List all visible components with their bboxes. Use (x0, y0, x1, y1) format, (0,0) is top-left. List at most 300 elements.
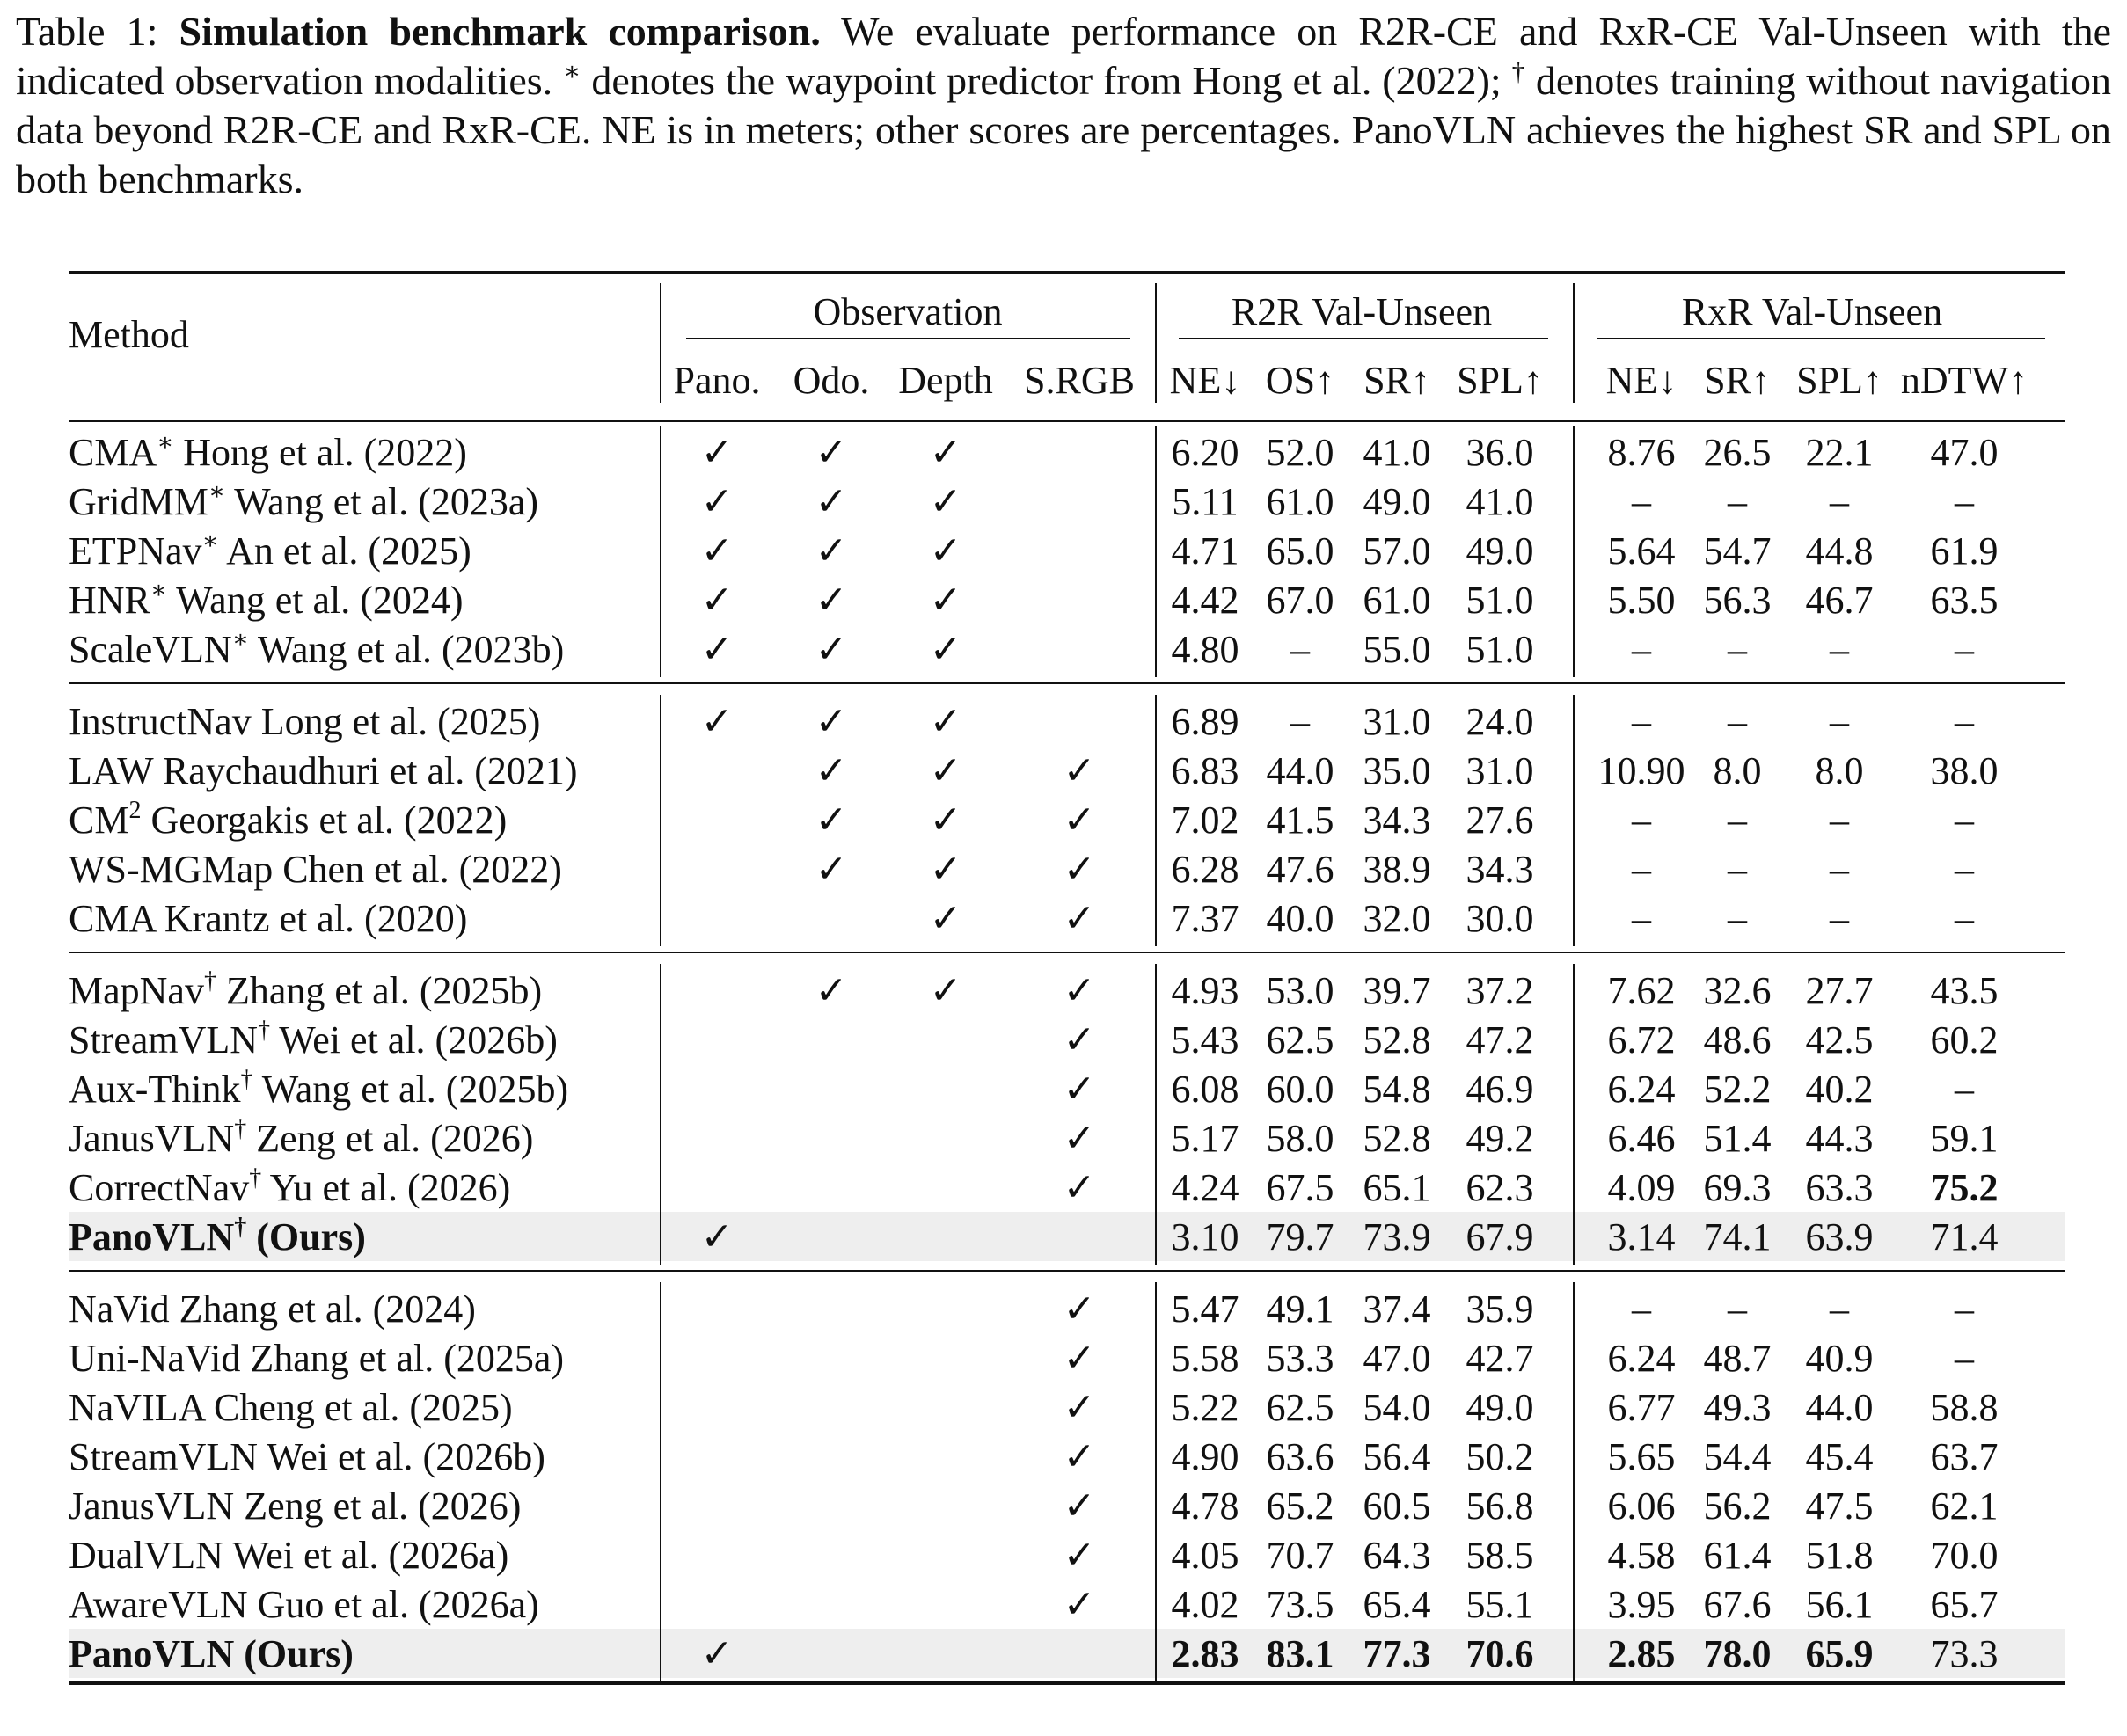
r2r-cell: 65.0 (1266, 529, 1334, 573)
cmidrule-observation (686, 338, 1130, 339)
check-icon: ✓ (929, 799, 962, 842)
r2r-cell: 41.0 (1466, 480, 1534, 523)
rxr-cell: 67.6 (1703, 1583, 1772, 1626)
method-cell (69, 626, 564, 674)
rxr-cell: 6.72 (1607, 1018, 1676, 1061)
column-divider (1155, 1282, 1157, 1681)
r2r-cell: 52.8 (1363, 1117, 1431, 1160)
rxr-cell: – (1728, 799, 1747, 842)
method-citation: (Ours) (244, 1632, 354, 1675)
r2r-cell: 42.7 (1466, 1337, 1534, 1380)
method-citation: Long et al. (2025) (260, 700, 541, 743)
method-mark: 2 (128, 797, 142, 824)
check-icon: ✓ (929, 700, 962, 743)
r2r-cell: 53.3 (1266, 1337, 1334, 1380)
r2r-cell: 2.83 (1171, 1632, 1239, 1675)
r2r-cell: 53.0 (1266, 969, 1334, 1012)
method-citation: Cheng et al. (2025) (213, 1386, 513, 1429)
rxr-cell: 6.24 (1607, 1337, 1676, 1380)
method-cell (69, 1384, 513, 1432)
check-icon: ✓ (700, 431, 734, 474)
method-cell (69, 797, 507, 844)
column-header: Pano. (673, 359, 761, 402)
caption-title: Simulation benchmark comparison. (179, 9, 821, 54)
method-name: ScaleVLN (69, 628, 232, 671)
rxr-cell: – (1728, 628, 1747, 671)
header-r2r: R2R Val-Unseen (1231, 290, 1493, 333)
r2r-cell: 62.3 (1466, 1166, 1534, 1209)
r2r-cell: 7.02 (1171, 799, 1239, 842)
method-cell (69, 1066, 568, 1113)
method-mark: † (249, 1164, 262, 1192)
rxr-cell: 49.3 (1703, 1386, 1772, 1429)
r2r-cell: 39.7 (1363, 969, 1431, 1012)
column-header: SPL↑ (1457, 359, 1543, 402)
rxr-cell: 10.90 (1597, 749, 1685, 792)
check-icon: ✓ (1063, 1166, 1096, 1209)
rxr-cell: – (1728, 897, 1747, 940)
r2r-cell: 73.9 (1363, 1215, 1431, 1258)
column-divider (1155, 964, 1157, 1265)
rxr-cell: 54.7 (1703, 529, 1772, 573)
rxr-cell: – (1955, 799, 1974, 842)
method-cell (69, 698, 540, 746)
rxr-cell: – (1955, 848, 1974, 891)
r2r-cell: 47.0 (1363, 1337, 1431, 1380)
r2r-cell: 65.4 (1363, 1583, 1431, 1626)
header-method: Method (69, 313, 189, 356)
r2r-cell: 6.28 (1171, 848, 1239, 891)
rxr-cell: 63.7 (1930, 1435, 1999, 1478)
column-divider (1573, 964, 1575, 1265)
method-cell (69, 528, 471, 575)
method-citation: Georgakis et al. (2022) (150, 799, 508, 842)
check-icon: ✓ (1063, 1484, 1096, 1528)
rxr-cell: 63.5 (1930, 579, 1999, 622)
r2r-cell: 51.0 (1466, 628, 1534, 671)
cmidrule-r2r (1179, 338, 1548, 339)
caption-star: ∗ (563, 57, 581, 86)
column-divider (1573, 1282, 1575, 1681)
method-mark: ∗ (157, 429, 174, 456)
check-icon: ✓ (815, 749, 848, 792)
method-name: ETPNav (69, 529, 202, 573)
r2r-cell: 35.0 (1363, 749, 1431, 792)
rxr-cell: 45.4 (1805, 1435, 1874, 1478)
method-citation: Zhang et al. (2025b) (225, 969, 543, 1012)
rxr-cell: 5.64 (1607, 529, 1676, 573)
r2r-cell: 6.83 (1171, 749, 1239, 792)
r2r-cell: 55.0 (1363, 628, 1431, 671)
rxr-cell: 62.1 (1930, 1484, 1999, 1528)
rxr-cell: – (1632, 480, 1651, 523)
rxr-cell: 40.9 (1805, 1337, 1874, 1380)
check-icon: ✓ (700, 529, 734, 573)
method-citation: Wei et al. (2026b) (279, 1018, 558, 1061)
check-icon: ✓ (929, 749, 962, 792)
rxr-cell: 48.7 (1703, 1337, 1772, 1380)
method-cell (69, 478, 538, 526)
r2r-cell: 27.6 (1466, 799, 1534, 842)
method-name: Aux-Think (69, 1068, 241, 1111)
r2r-cell: 34.3 (1363, 799, 1431, 842)
rxr-cell: 54.4 (1703, 1435, 1772, 1478)
r2r-cell: 58.5 (1466, 1534, 1534, 1577)
r2r-cell: 34.3 (1466, 848, 1534, 891)
column-divider (1155, 695, 1157, 946)
method-citation: Zeng et al. (2026) (244, 1484, 522, 1528)
method-citation: Guo et al. (2026a) (257, 1583, 539, 1626)
method-mark: † (203, 967, 216, 995)
caption-text-1: We evaluate performance on R2R-CE and RxR-CE Val-Unseen with the indicated observation modalities. (16, 9, 2112, 103)
r2r-cell: 35.9 (1466, 1287, 1534, 1331)
r2r-cell: 70.6 (1466, 1632, 1534, 1675)
r2r-cell: – (1290, 628, 1310, 671)
method-citation: Yu et al. (2026) (269, 1166, 511, 1209)
rxr-cell: 3.95 (1607, 1583, 1676, 1626)
check-icon: ✓ (1063, 1337, 1096, 1380)
r2r-cell: 49.0 (1466, 529, 1534, 573)
header-rxr: RxR Val-Unseen (1681, 290, 1943, 333)
rxr-cell: 46.7 (1805, 579, 1874, 622)
rxr-cell: – (1955, 628, 1974, 671)
check-icon: ✓ (815, 579, 848, 622)
rxr-cell: 56.1 (1805, 1583, 1874, 1626)
rxr-cell: 40.2 (1805, 1068, 1874, 1111)
rxr-cell: – (1955, 480, 1974, 523)
check-icon: ✓ (700, 700, 734, 743)
r2r-cell: 24.0 (1466, 700, 1534, 743)
method-mark: † (240, 1066, 253, 1093)
method-cell (69, 1532, 508, 1579)
check-icon: ✓ (700, 480, 734, 523)
r2r-cell: 41.0 (1363, 431, 1431, 474)
method-name: DualVLN (69, 1534, 223, 1577)
method-cell (69, 1335, 564, 1382)
method-name: CM (69, 799, 129, 842)
r2r-cell: 6.20 (1171, 431, 1239, 474)
method-mark: ∗ (150, 577, 167, 604)
method-mark: ∗ (231, 626, 249, 653)
check-icon: ✓ (815, 969, 848, 1012)
check-icon: ✓ (929, 579, 962, 622)
column-divider (1155, 283, 1157, 403)
r2r-cell: 70.7 (1266, 1534, 1334, 1577)
rxr-cell: 65.9 (1805, 1632, 1874, 1675)
caption-text-3: denotes training without navigation data beyond R2R-CE and RxR-CE. NE is in meters; other scores are percentages. PanoVLN achieves the highest SR and SPL on both benchmarks. (16, 58, 2112, 201)
method-mark: † (234, 1214, 247, 1241)
column-header: nDTW↑ (1900, 359, 2028, 402)
rxr-cell: 73.3 (1930, 1632, 1999, 1675)
r2r-cell: 4.93 (1171, 969, 1239, 1012)
method-name: JanusVLN (69, 1484, 235, 1528)
group-rule (69, 682, 2065, 684)
rxr-cell: 44.8 (1805, 529, 1874, 573)
r2r-cell: 5.43 (1171, 1018, 1239, 1061)
check-icon: ✓ (1063, 749, 1096, 792)
method-cell (69, 429, 467, 477)
rxr-cell: 6.46 (1607, 1117, 1676, 1160)
r2r-cell: 73.5 (1266, 1583, 1334, 1626)
r2r-cell: 83.1 (1266, 1632, 1334, 1675)
r2r-cell: 57.0 (1363, 529, 1431, 573)
check-icon: ✓ (1063, 848, 1096, 891)
method-mark: ∗ (201, 528, 219, 555)
method-name: HNR (69, 579, 150, 622)
r2r-cell: 4.80 (1171, 628, 1239, 671)
rxr-cell: 5.65 (1607, 1435, 1676, 1478)
check-icon: ✓ (929, 848, 962, 891)
check-icon: ✓ (929, 480, 962, 523)
bottom-rule (69, 1681, 2065, 1685)
r2r-cell: 47.6 (1266, 848, 1334, 891)
check-icon: ✓ (929, 628, 962, 671)
r2r-cell: 63.6 (1266, 1435, 1334, 1478)
column-divider (660, 283, 661, 403)
rxr-cell: 56.2 (1703, 1484, 1772, 1528)
column-header: NE↓ (1605, 359, 1677, 402)
rxr-cell: 75.2 (1930, 1166, 1999, 1209)
group-rule (69, 1270, 2065, 1272)
column-divider (660, 964, 661, 1265)
check-icon: ✓ (1063, 1534, 1096, 1577)
method-cell (69, 846, 562, 894)
rxr-cell: – (1632, 700, 1651, 743)
method-name: MapNav (69, 969, 204, 1012)
r2r-cell: 52.8 (1363, 1018, 1431, 1061)
method-mark: † (258, 1017, 271, 1044)
method-name: LAW (69, 749, 153, 792)
check-icon: ✓ (929, 529, 962, 573)
r2r-cell: 4.71 (1171, 529, 1239, 573)
method-cell (69, 1017, 558, 1064)
r2r-cell: 62.5 (1266, 1386, 1334, 1429)
r2r-cell: 60.5 (1363, 1484, 1431, 1528)
r2r-cell: 60.0 (1266, 1068, 1334, 1111)
r2r-cell: 79.7 (1266, 1215, 1334, 1258)
check-icon: ✓ (815, 480, 848, 523)
method-cell (69, 1483, 521, 1530)
r2r-cell: 40.0 (1266, 897, 1334, 940)
method-name: InstructNav (69, 700, 252, 743)
method-name: CMA (69, 897, 155, 940)
check-icon: ✓ (700, 1215, 734, 1258)
rxr-cell: – (1830, 1287, 1849, 1331)
rxr-cell: 58.8 (1930, 1386, 1999, 1429)
column-divider (1573, 283, 1575, 403)
column-divider (1573, 426, 1575, 677)
column-header: S.RGB (1024, 359, 1135, 402)
rxr-cell: 61.4 (1703, 1534, 1772, 1577)
r2r-cell: 58.0 (1266, 1117, 1334, 1160)
r2r-cell: 65.2 (1266, 1484, 1334, 1528)
check-icon: ✓ (1063, 1583, 1096, 1626)
method-citation: Chen et al. (2022) (282, 848, 562, 891)
method-cell (69, 1286, 476, 1333)
column-header: Depth (898, 359, 993, 402)
rxr-cell: – (1632, 628, 1651, 671)
check-icon: ✓ (1063, 1386, 1096, 1429)
rxr-cell: 51.8 (1805, 1534, 1874, 1577)
check-icon: ✓ (815, 848, 848, 891)
method-name: PanoVLN (69, 1215, 235, 1258)
method-name: NaVid (69, 1287, 170, 1331)
caption-label: Table 1: (16, 9, 179, 54)
method-citation: Zeng et al. (2026) (256, 1117, 534, 1160)
method-name: CorrectNav (69, 1166, 250, 1209)
r2r-cell: 4.78 (1171, 1484, 1239, 1528)
header-rule (69, 420, 2065, 422)
check-icon: ✓ (700, 579, 734, 622)
r2r-cell: 5.47 (1171, 1287, 1239, 1331)
rxr-cell: 60.2 (1930, 1018, 1999, 1061)
method-name: StreamVLN (69, 1435, 259, 1478)
r2r-cell: 4.05 (1171, 1534, 1239, 1577)
rxr-cell: 2.85 (1607, 1632, 1676, 1675)
rxr-cell: – (1830, 848, 1849, 891)
rxr-cell: 78.0 (1703, 1632, 1772, 1675)
r2r-cell: 47.2 (1466, 1018, 1534, 1061)
rxr-cell: 65.7 (1930, 1583, 1999, 1626)
rxr-cell: 26.5 (1703, 431, 1772, 474)
method-citation: Krantz et al. (2020) (164, 897, 468, 940)
caption-text-2: denotes the waypoint predictor from Hong et al. (2022); (581, 58, 1512, 103)
method-cell (69, 1214, 366, 1261)
column-header: OS↑ (1265, 359, 1335, 402)
check-icon: ✓ (700, 1632, 734, 1675)
r2r-cell: 31.0 (1466, 749, 1534, 792)
r2r-cell: 67.5 (1266, 1166, 1334, 1209)
rxr-cell: 61.9 (1930, 529, 1999, 573)
rxr-cell: – (1955, 700, 1974, 743)
check-icon: ✓ (1063, 897, 1096, 940)
method-cell (69, 895, 467, 943)
rxr-cell: 47.0 (1930, 431, 1999, 474)
rxr-cell: 56.3 (1703, 579, 1772, 622)
rxr-cell: – (1632, 848, 1651, 891)
r2r-cell: 49.0 (1466, 1386, 1534, 1429)
rxr-cell: 8.0 (1713, 749, 1762, 792)
check-icon: ✓ (815, 700, 848, 743)
r2r-cell: 4.02 (1171, 1583, 1239, 1626)
rxr-cell: 8.76 (1607, 431, 1676, 474)
r2r-cell: 6.89 (1171, 700, 1239, 743)
r2r-cell: 61.0 (1363, 579, 1431, 622)
check-icon: ✓ (1063, 1435, 1096, 1478)
method-citation: Zhang et al. (2024) (179, 1287, 476, 1331)
method-cell (69, 1630, 354, 1678)
rxr-cell: 38.0 (1930, 749, 1999, 792)
method-name: StreamVLN (69, 1018, 259, 1061)
r2r-cell: 54.8 (1363, 1068, 1431, 1111)
rxr-cell: 63.9 (1805, 1215, 1874, 1258)
r2r-cell: 5.11 (1172, 480, 1239, 523)
rxr-cell: – (1728, 848, 1747, 891)
group-rule (69, 952, 2065, 953)
column-header: SR↑ (1704, 359, 1771, 402)
rxr-cell: – (1955, 1287, 1974, 1331)
rxr-cell: – (1632, 897, 1651, 940)
method-cell (69, 748, 578, 795)
rxr-cell: 4.58 (1607, 1534, 1676, 1577)
method-name: PanoVLN (69, 1632, 235, 1675)
r2r-cell: 55.1 (1466, 1583, 1534, 1626)
method-cell (69, 1433, 545, 1481)
r2r-cell: 49.1 (1266, 1287, 1334, 1331)
r2r-cell: 37.4 (1363, 1287, 1431, 1331)
check-icon: ✓ (1063, 799, 1096, 842)
column-header: NE↓ (1169, 359, 1241, 402)
rxr-cell: 51.4 (1703, 1117, 1772, 1160)
check-icon: ✓ (815, 799, 848, 842)
r2r-cell: 4.24 (1171, 1166, 1239, 1209)
rxr-cell: – (1955, 1337, 1974, 1380)
rxr-cell: 63.3 (1805, 1166, 1874, 1209)
r2r-cell: 5.17 (1171, 1117, 1239, 1160)
rxr-cell: 47.5 (1805, 1484, 1874, 1528)
header-observation: Observation (813, 290, 1003, 333)
rxr-cell: 71.4 (1930, 1215, 1999, 1258)
method-name: Uni-NaVid (69, 1337, 241, 1380)
rxr-cell: 6.06 (1607, 1484, 1676, 1528)
r2r-cell: 36.0 (1466, 431, 1534, 474)
rxr-cell: 59.1 (1930, 1117, 1999, 1160)
method-name: JanusVLN (69, 1117, 235, 1160)
column-divider (660, 695, 661, 946)
method-citation: (Ours) (256, 1215, 366, 1258)
r2r-cell: 32.0 (1363, 897, 1431, 940)
rxr-cell: 74.1 (1703, 1215, 1772, 1258)
r2r-cell: 31.0 (1363, 700, 1431, 743)
rxr-cell: – (1632, 799, 1651, 842)
column-header: Odo. (793, 359, 870, 402)
r2r-cell: 77.3 (1363, 1632, 1431, 1675)
check-icon: ✓ (700, 628, 734, 671)
r2r-cell: 51.0 (1466, 579, 1534, 622)
rxr-cell: 48.6 (1703, 1018, 1772, 1061)
rxr-cell: 7.62 (1607, 969, 1676, 1012)
column-divider (1573, 695, 1575, 946)
method-name: NaVILA (69, 1386, 204, 1429)
rxr-cell: – (1830, 799, 1849, 842)
method-cell (69, 1164, 510, 1212)
rxr-cell: 6.24 (1607, 1068, 1676, 1111)
method-citation: Wang et al. (2025b) (261, 1068, 569, 1111)
r2r-cell: 50.2 (1466, 1435, 1534, 1478)
check-icon: ✓ (1063, 1068, 1096, 1111)
rxr-cell: 4.09 (1607, 1166, 1676, 1209)
method-mark: ∗ (208, 478, 225, 506)
r2r-cell: 7.37 (1171, 897, 1239, 940)
r2r-cell: 56.4 (1363, 1435, 1431, 1478)
method-citation: Hong et al. (2022) (183, 431, 467, 474)
method-citation: Wei et al. (2026b) (267, 1435, 545, 1478)
r2r-cell: 54.0 (1363, 1386, 1431, 1429)
rxr-cell: 44.3 (1805, 1117, 1874, 1160)
r2r-cell: 4.90 (1171, 1435, 1239, 1478)
r2r-cell: 38.9 (1363, 848, 1431, 891)
rxr-cell: – (1955, 897, 1974, 940)
rxr-cell: – (1830, 700, 1849, 743)
rxr-cell: – (1830, 628, 1849, 671)
method-citation: An et al. (2025) (226, 529, 471, 573)
r2r-cell: 6.08 (1171, 1068, 1239, 1111)
rxr-cell: 52.2 (1703, 1068, 1772, 1111)
r2r-cell: 61.0 (1266, 480, 1334, 523)
rxr-cell: 3.14 (1607, 1215, 1676, 1258)
method-citation: Raychaudhuri et al. (2021) (162, 749, 578, 792)
method-citation: Wang et al. (2023b) (257, 628, 565, 671)
